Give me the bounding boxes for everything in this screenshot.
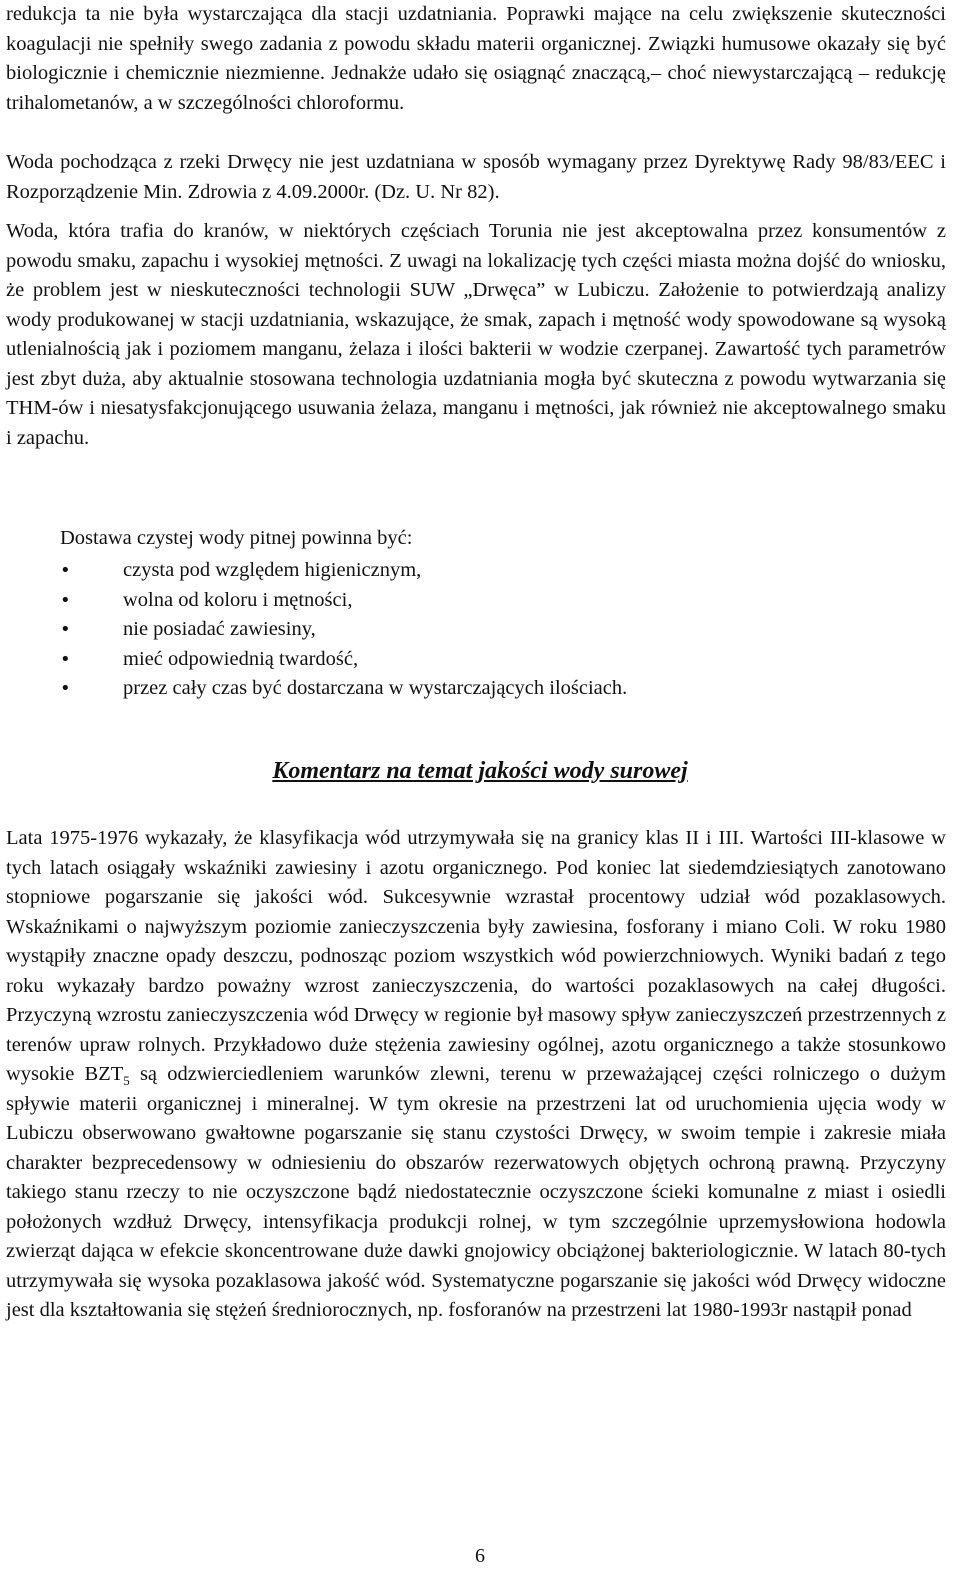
- paragraph-intro: redukcja ta nie była wystarczająca dla stacji uzdatniania. Poprawki mające na celu zwiększenie skuteczności koagulacji nie spełniły swego zadania z powodu składu materii organicznej. Związki humusowe okazały się być biologicznie i chemicznie niezmienne. Jednakże udało się osiągnąć znaczącą,– choć niewystarczającą – redukcję trihalometanów, a w szczególności chloroformu.: [6, 3, 946, 114]
- list-item: • czysta pod względem higienicznym,: [60, 556, 940, 586]
- bullet-icon: •: [60, 678, 71, 699]
- list-item: • nie posiadać zawiesiny,: [60, 615, 940, 645]
- supply-list: [60, 556, 940, 704]
- bullet-icon: •: [60, 589, 71, 611]
- bullet-icon: •: [60, 560, 71, 581]
- bullet-icon: •: [60, 648, 71, 670]
- bullet-icon: •: [60, 619, 71, 640]
- list-item: • przez cały czas być dostarczana w wystarczających ilościach.: [60, 674, 940, 704]
- paragraph-raw-water-comment: Lata 1975-1976 wykazały, że klasyfikacja wód utrzymywała się na granicy klas II i III. Wartości III-klasowe w tych latach osiągały wskaźniki zawiesiny i azotu organicznego. Pod koniec lat siedemdziesiątych zanotowano stopniowe pogarszanie się jakości wód. Sukcesywnie wzrastał procentowy udział wód pozaklasowych. Wskaźnikami o najwyższym poziomie zanieczyszczenia były zawiesina, fosforany i miano Coli. W roku 1980 wystąpiły znaczne opady deszczu, podnosząc poziom wszystkich wód powierzchniowych. Wyniki badań z tego roku wykazały bardzo poważny wzrost zanieczyszczenia, do wartości pozaklasowych na całej długości. Przyczyną wzrostu zanieczyszczenia wód Drwęcy w regionie był masowy spływ zanieczyszczeń przestrzennych z terenów upraw rolnych. Przykładowo duże stężenia zawiesiny ogólnej, azotu organicznego a także stosunkowo wysokie $BZT_5$ są odzwierciedleniem warunków zlewni, terenu w przeważającej części rolniczego o dużym spływie materii organicznej i mineralnej. W tym okresie na przestrzeni lat od uruchomienia ujęcia wody w Lubiczu obserwowano gwałtowne pogarszanie się stanu czystości Drwęcy, w swoim tempie i zakresie miała charakter bezprecedensowy w odniesieniu do obszarów rezerwatowych objętych ochroną prawną. Przyczyny takiego stanu rzeczy to nie oczyszczone bądź niedostatecznie oczyszczone ścieki komunalne z miast i osiedli położonych wzdłuż Drwęcy, intensyfikacja produkcji rolnej, w tym szczególnie uprzemysłowiona hodowla zwierząt dająca w efekcie skoncentrowane duże dawki gnojowicy obciążonej bakteriologicznie. W latach 80-tych utrzymywała się wysoka pozaklasowa jakość wód. Systematyczne pogarszanie się jakości wód Drwęcy widoczne jest dla kształtowania się stężeń średniorocznych, np. fosforanów na przestrzeni lat 1980-1993r nastąpił ponad: [6, 827, 947, 1321]
- paragraph-torun-water: Woda, która trafia do kranów, w niektórych częściach Torunia nie jest akceptowalna przez konsumentów z powodu smaku, zapachu i wysokiej mętności. Z uwagi na lokalizację tych części miasta można dojść do wniosku, że problem jest w nieskuteczności technologii SUW „Drwęca” w Lubiczu. Założenie to potwierdzają analizy wody produkowanej w stacji uzdatniania, wskazujące, że smak, zapach i mętność wody spowodowane są wysoką utlenialnością jak i poziomem manganu, żelaza i ilości bakterii w wodzie czerpanej. Zawartość tych parametrów jest zbyt duża, aby aktualnie stosowana technologia uzdatniania mogła być skuteczna z powodu wytwarzania się THM-ów i niesatysfakcjonującego usuwania żelaza, manganu i mętności, jak również nie akceptowalnego smaku i zapachu.: [6, 220, 946, 449]
- section-heading: Komentarz na temat jakości wody surowej: [272, 758, 688, 784]
- page-number: 6: [475, 1545, 485, 1567]
- supply-intro: Dostawa czystej wody pitnej powinna być:: [60, 527, 413, 549]
- list-item: • wolna od koloru i mętności,: [60, 586, 940, 616]
- subscript: 5: [123, 1073, 130, 1089]
- list-item: • mieć odpowiednią twardość,: [60, 645, 940, 675]
- paragraph-regulation: Woda pochodząca z rzeki Drwęcy nie jest uzdatniana w sposób wymagany przez Dyrektywę Rady 98/83/EEC i Rozporządzenie Min. Zdrowia z 4.09.2000r. (Dz. U. Nr 82).: [6, 151, 946, 203]
